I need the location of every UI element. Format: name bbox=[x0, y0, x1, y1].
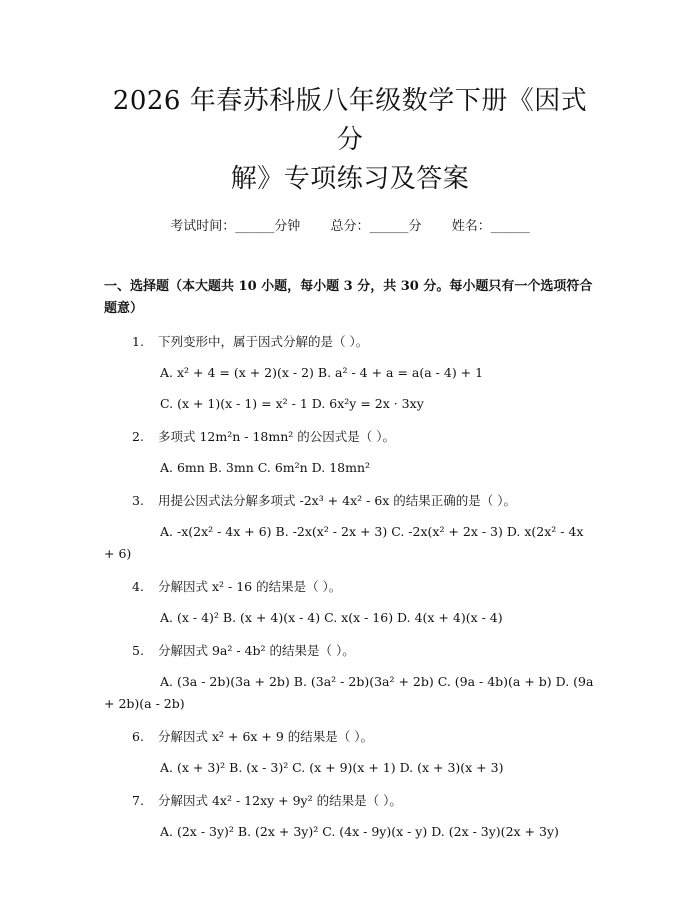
question-7 bbox=[104, 790, 596, 843]
question-number: 5. bbox=[132, 643, 144, 658]
question-stem: 分解因式 x² - 16 的结果是（ ）。 bbox=[158, 579, 342, 594]
question-4 bbox=[104, 576, 596, 629]
question-number: 2. bbox=[132, 429, 144, 444]
question-stem: 分解因式 x² + 6x + 9 的结果是（ ）。 bbox=[158, 729, 374, 744]
question-stem: 分解因式 9a² - 4b² 的结果是（ ）。 bbox=[158, 643, 355, 658]
section-title: 一、选择题（本大题共 10 小题，每小题 3 分，共 30 分。每小题只有一个选项符合题意） bbox=[104, 279, 593, 316]
exam-name: 姓名：______ bbox=[451, 219, 530, 234]
question-options: A. (3a - 2b)(3a + 2b) B. (3a² - 2b)(3a² + 2b) C. (9a - 4b)(a + b) D. (9a + 2b)(a - 2b) bbox=[104, 674, 594, 711]
question-number: 3. bbox=[132, 493, 144, 508]
exam-time: 考试时间：______分钟 bbox=[170, 219, 301, 234]
question-options: A. 6mn B. 3mn C. 6m²n D. 18mn² bbox=[160, 460, 371, 475]
exam-score: 总分：______分 bbox=[330, 219, 422, 234]
exam-info bbox=[104, 218, 596, 236]
question-number: 4. bbox=[132, 579, 144, 594]
question-3 bbox=[104, 490, 596, 565]
question-options: A. (x - 4)² B. (x + 4)(x - 4) C. x(x - 16) D. 4(x + 4)(x - 4) bbox=[160, 610, 503, 625]
question-options: A. -x(2x² - 4x + 6) B. -2x(x² - 2x + 3) C. -2x(x² + 2x - 3) D. x(2x² - 4x + 6) bbox=[104, 524, 584, 561]
question-stem: 用提公因式法分解多项式 -2x³ + 4x² - 6x 的结果正确的是（ ）。 bbox=[158, 493, 517, 508]
question-number: 1. bbox=[132, 334, 144, 349]
title-line-1: 2026 年春苏科版八年级数学下册《因式分 bbox=[112, 86, 588, 155]
question-options: A. (x + 3)² B. (x - 3)² C. (x + 9)(x + 1) D. (x + 3)(x + 3) bbox=[160, 760, 504, 775]
question-stem: 下列变形中，属于因式分解的是（ ）。 bbox=[158, 334, 369, 349]
question-2 bbox=[104, 426, 596, 479]
title-line-2: 解》专项练习及答案 bbox=[230, 164, 470, 194]
question-number: 7. bbox=[132, 793, 144, 808]
question-5 bbox=[104, 640, 596, 715]
question-options: A. (2x - 3y)² B. (2x + 3y)² C. (4x - 9y)(x - y) D. (2x - 3y)(2x + 3y) bbox=[160, 824, 559, 839]
question-options: A. x² + 4 = (x + 2)(x - 2) B. a² - 4 + a = a(a - 4) + 1 bbox=[160, 365, 484, 380]
question-options: C. (x + 1)(x - 1) = x² - 1 D. 6x²y = 2x · 3xy bbox=[160, 396, 424, 411]
document-title bbox=[104, 0, 596, 199]
question-6 bbox=[104, 726, 596, 779]
question-1 bbox=[104, 331, 596, 415]
question-number: 6. bbox=[132, 729, 144, 744]
question-stem: 分解因式 4x² - 12xy + 9y² 的结果是（ ）。 bbox=[158, 793, 402, 808]
question-stem: 多项式 12m²n - 18mn² 的公因式是（ ）。 bbox=[158, 429, 395, 444]
